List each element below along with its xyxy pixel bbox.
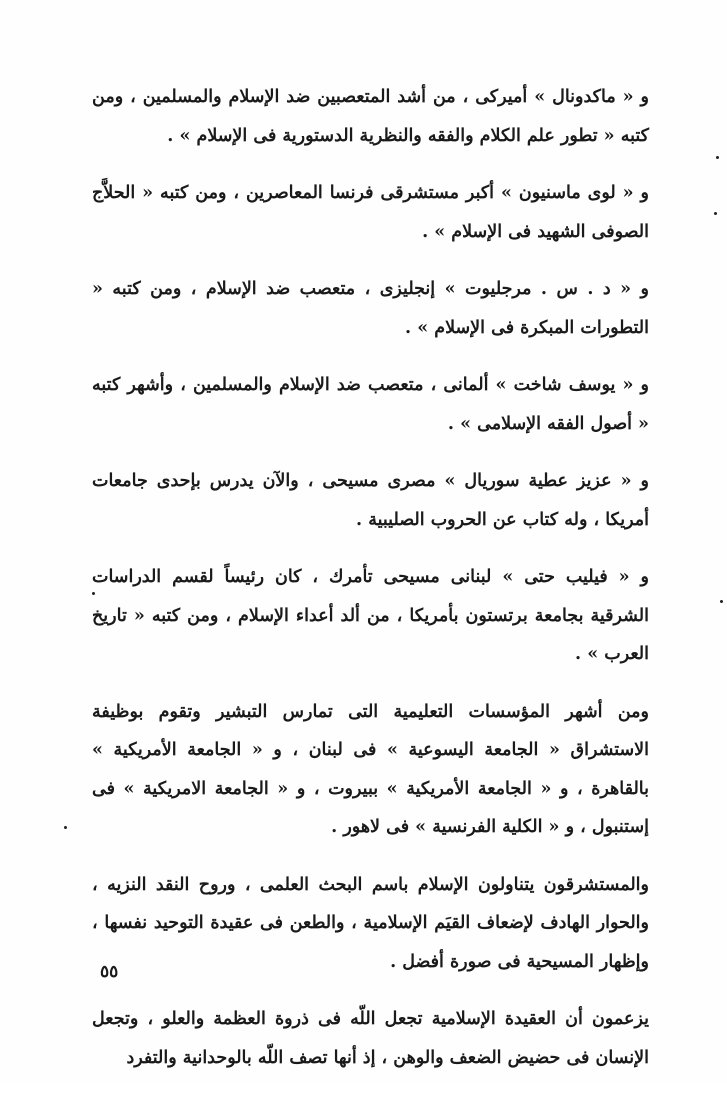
- paragraph-institutions: ومن أشهر المؤسسات التعليمية التى تمارس التبشير وتقوم بوظيفة الاستشراق « الجامعة اليسوعية » فى لبنان ، و « الجامعة الأمريكية » بالقاهرة ، و « الجامعة الأمريكية » ببيروت ، و « الجامعة الامريكية » فى إستنبول ، و « الكلية الفرنسية » فى لاهور .: [92, 701, 649, 837]
- paragraph-claims: يزعمون أن العقيدة الإسلامية تجعل اللّه فى ذروة العظمة والعلو ، وتجعل الإنسان فى حضيض الضعف والوهن ، إذ أنها تصف اللّه بالوحدانية والتفرد: [92, 1009, 649, 1068]
- paragraph-macdonald: و « ماكدونال » أميركى ، من أشد المتعصبين ضد الإسلام والمسلمين ، ومن كتبه « تطور علم الكلام والفقه والنظرية الدستورية فى الإسلام » .: [92, 87, 649, 146]
- body-text: [92, 78, 649, 1096]
- scan-speck: [92, 592, 95, 595]
- paragraph-atiya: و « عزيز عطية سوريال » مصرى مسيحى ، والآن يدرس بإحدى جامعات أمريكا ، وله كتاب عن الحروب الصليبية .: [92, 471, 649, 530]
- paragraph-massignon: و « لوى ماسنيون » أكبر مستشرقى فرنسا المعاصرين ، ومن كتبه « الحلاَّج الصوفى الشهيد فى الإسلام » .: [92, 183, 649, 242]
- scan-speck: [64, 826, 67, 829]
- paragraph-schacht: و « يوسف شاخت » ألمانى ، متعصب ضد الإسلام والمسلمين ، وأشهر كتبه « أصول الفقه الإسلامى » .: [92, 375, 649, 434]
- paragraph-hitti: و « فيليب حتى » لبنانى مسيحى تأمرك ، كان رئيساً لقسم الدراسات الشرقية بجامعة برتستون بأمريكا ، من ألد أعداء الإسلام ، ومن كتبه « تاريخ العرب » .: [92, 567, 649, 664]
- paragraph-orientalists-method: والمستشرقون يتناولون الإسلام باسم البحث العلمى ، وروح النقد النزيه ، والحوار الهادف لإضعاف القيَم الإسلامية ، والطعن فى عقيدة التوحيد نفسها ، وإظهار المسيحية فى صورة أفضل .: [92, 874, 649, 972]
- page-number: ٥٥: [100, 962, 119, 982]
- scan-speck: [720, 600, 723, 603]
- scan-speck: [714, 212, 717, 215]
- scan-speck: [716, 156, 719, 159]
- paragraph-margoliouth: و « د . س . مرجليوت » إنجليزى ، متعصب ضد الإسلام ، ومن كتبه « التطورات المبكرة فى الإسلام » .: [92, 279, 649, 338]
